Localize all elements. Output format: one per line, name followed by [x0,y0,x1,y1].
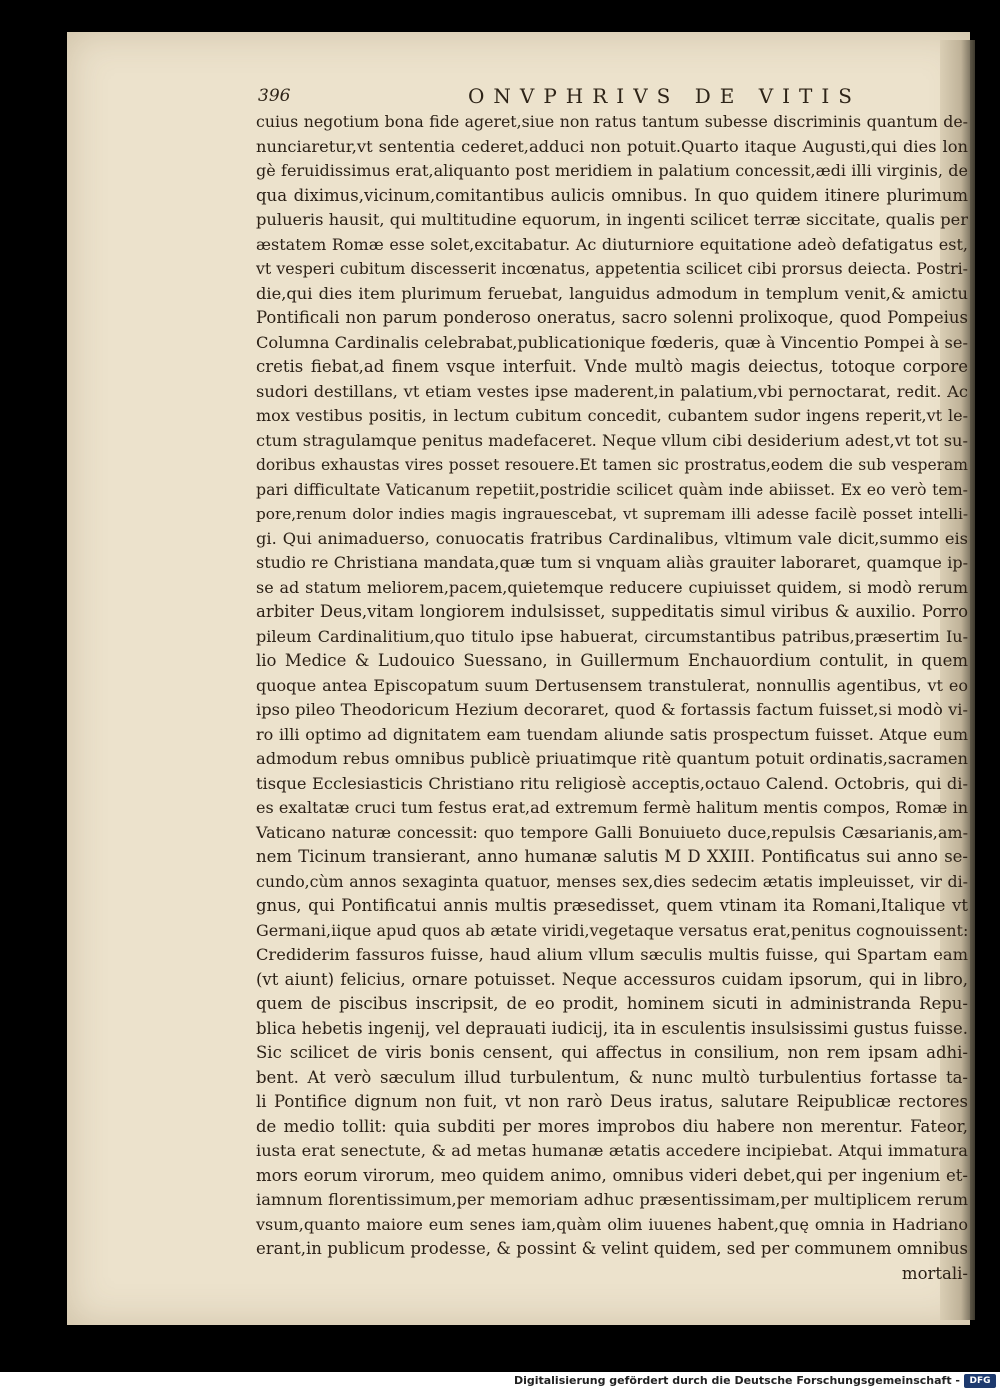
text-line: studio re Christiana mandata,quæ tum si vnquam aliàs grauiter laboraret, quamque ip- [256,553,968,572]
text-line: ctum stragulamque penitus madefaceret. Neque vllum cibi desiderium adest,vt tot su- [256,430,968,450]
text-line: iusta erat senectute, & ad metas humanæ ætatis accedere incipiebat. Atqui immatura [256,1141,968,1160]
text-line: Vaticano naturæ concessit: quo tempore Galli Bonuiueto duce,repulsis Cæsarianis,am- [256,822,968,842]
text-line: erant,in publicum prodesse, & possint & velint quidem, sed per communem omnibus [256,1239,968,1258]
body-text [256,110,968,1286]
text-line: nem Ticinum transierant, anno humanæ salutis M D XXIII. Pontificatus sui anno se- [256,847,968,866]
text-line: de medio tollit: quia subditi per mores improbos diu habere non merentur. Fateor, [256,1116,968,1136]
footer-bar [0,1372,1000,1391]
running-title: ONVPHRIVS DE VITIS [468,84,861,108]
dfg-logo-icon: DFG [964,1374,996,1388]
text-line: pari difficultate Vaticanum repetiit,postridie scilicet quàm inde abiisset. Ex eo verò tem- [256,479,968,499]
text-line: die,qui dies item plurimum feruebat, languidus admodum in templum venit,& amictu [256,283,968,303]
text-line: sudori destillans, vt etiam vestes ipse maderent,in palatium,vbi pernoctarat, redit. Ac [256,381,968,401]
text-line: se ad statum meliorem,pacem,quietemque reducere cupiuisset quidem, si modò rerum [256,577,968,597]
text-line: gè feruidissimus erat,aliquanto post meridiem in palatium concessit,ædi illi virginis, de [256,161,968,180]
text-line: mors eorum virorum, meo quidem animo, omnibus videri debet,qui per ingenium et- [256,1165,968,1185]
text-line: es exaltatæ cruci tum festus erat,ad extremum fermè halitum mentis compos, Romæ in [256,798,968,817]
text-line: quoque antea Episcopatum suum Dertusensem transtulerat, nonnullis agentibus, vt eo [256,675,968,695]
text-line: nunciaretur,vt sententia cederet,adduci non potuit.Quarto itaque Augusti,qui dies lon [256,136,968,156]
text-line: iamnum florentissimum,per memoriam adhuc præsentissimam,per multiplicem rerum [256,1190,968,1209]
text-line: pileum Cardinalitium,quo titulo ipse habuerat, circumstantibus patribus,præsertim Iu- [256,626,968,646]
text-line: cundo,cùm annos sexaginta quatuor, menses sex,dies sedecim ætatis impleuisset, vir di- [256,871,968,891]
page-number: 396 [258,86,291,106]
text-line: Pontificali non parum ponderoso oneratus, sacro solenni prolixoque, quod Pompeius [256,308,968,327]
text-line: vsum,quanto maiore eum senes iam,quàm olim iuuenes habent,quę omnia in Hadriano [256,1214,968,1234]
text-line: Sic scilicet de viris bonis censent, qui affectus in consilium, non rem ipsam adhi- [256,1043,968,1062]
text-line: tisque Ecclesiasticis Christiano ritu religiosè acceptis,octauo Calend. Octobris, qui di- [256,773,968,793]
text-line: Crediderim fassuros fuisse, haud alium vllum sæculis multis fuisse, qui Spartam eam [256,945,968,964]
text-line: pulueris hausit, qui multitudine equorum, in ingenti scilicet terræ siccitate, qualis per [256,210,968,229]
text-line: qua diximus,vicinum,comitantibus aulicis omnibus. In quo quidem itinere plurimum [256,185,968,205]
text-line: Germani,iique apud quos ab ætate viridi,vegetaque versatus erat,penitus cognouissent: [256,920,969,940]
text-line: cretis fiebat,ad finem vsque interfuit. Vnde multò magis deiectus, totoque corpore [256,357,968,376]
text-line: gnus, qui Pontificatui annis multis præsedisset, quem vtinam ita Romani,Italique vt [256,896,968,915]
text-line: lio Medice & Ludouico Suessano, in Guillermum Enchauordium contulit, in quem [256,651,968,670]
text-line: vt vesperi cubitum discesserit incœnatus, appetentia scilicet cibi prorsus deiecta. Postri- [256,259,968,278]
text-line: æstatem Romæ esse solet,excitabatur. Ac diuturniore equitatione adeò defatigatus est, [256,234,968,254]
text-line: li Pontifice dignum non fuit, vt non rarò Deus iratus, salutare Reipublicæ rectores [256,1092,968,1111]
text-line: pore,renum dolor indies magis ingrauescebat, vt supremam illi adesse facilè posset intelli- [256,505,968,523]
text-line: ipso pileo Theodoricum Hezium decoraret, quod & fortassis factum fuisset,si modò vi- [256,700,968,719]
text-line: ro illi optimo ad dignitatem eam tuendam aliunde satis prospectum fuisset. Atque eum [256,724,968,744]
footer-credit: Digitalisierung gefördert durch die Deutsche Forschungsgemeinschaft - [513,1374,960,1387]
text-line: gi. Qui animaduerso, conuocatis fratribus Cardinalibus, vltimum vale dicit,summo eis [256,528,968,548]
text-line: doribus exhaustas vires posset resouere.Et tamen sic prostratus,eodem die sub vesperam [256,456,968,474]
text-line: Columna Cardinalis celebrabat,publicationique fœderis, quæ à Vincentio Pompei à se- [256,332,968,352]
text-line: cuius negotium bona fide ageret,siue non ratus tantum subesse discriminis quantum de- [256,112,968,131]
text-line: quem de piscibus inscripsit, de eo prodit, hominem sicuti in administranda Repu- [256,994,968,1013]
text-line: blica hebetis ingenij, vel deprauati iudicij, ita in esculentis insulsissimi gustus fuisse. [256,1018,968,1038]
text-line: admodum rebus omnibus publicè priuatimque ritè quantum potuit ordinatis,sacramen [256,749,968,768]
text-line: (vt aiunt) felicius, ornare potuisset. Neque accessuros cuidam ipsorum, qui in libro, [256,969,968,989]
text-line: bent. At verò sæculum illud turbulentum, & nunc multò turbulentius fortasse ta- [256,1067,968,1087]
catchword: mortali- [901,1263,968,1283]
text-line: arbiter Deus,vitam longiorem indulsisset, suppeditatis simul viribus & auxilio. Porro [256,602,968,621]
text-line: mox vestibus positis, in lectum cubitum concedit, cubantem sudor ingens reperit,vt le- [256,406,968,425]
